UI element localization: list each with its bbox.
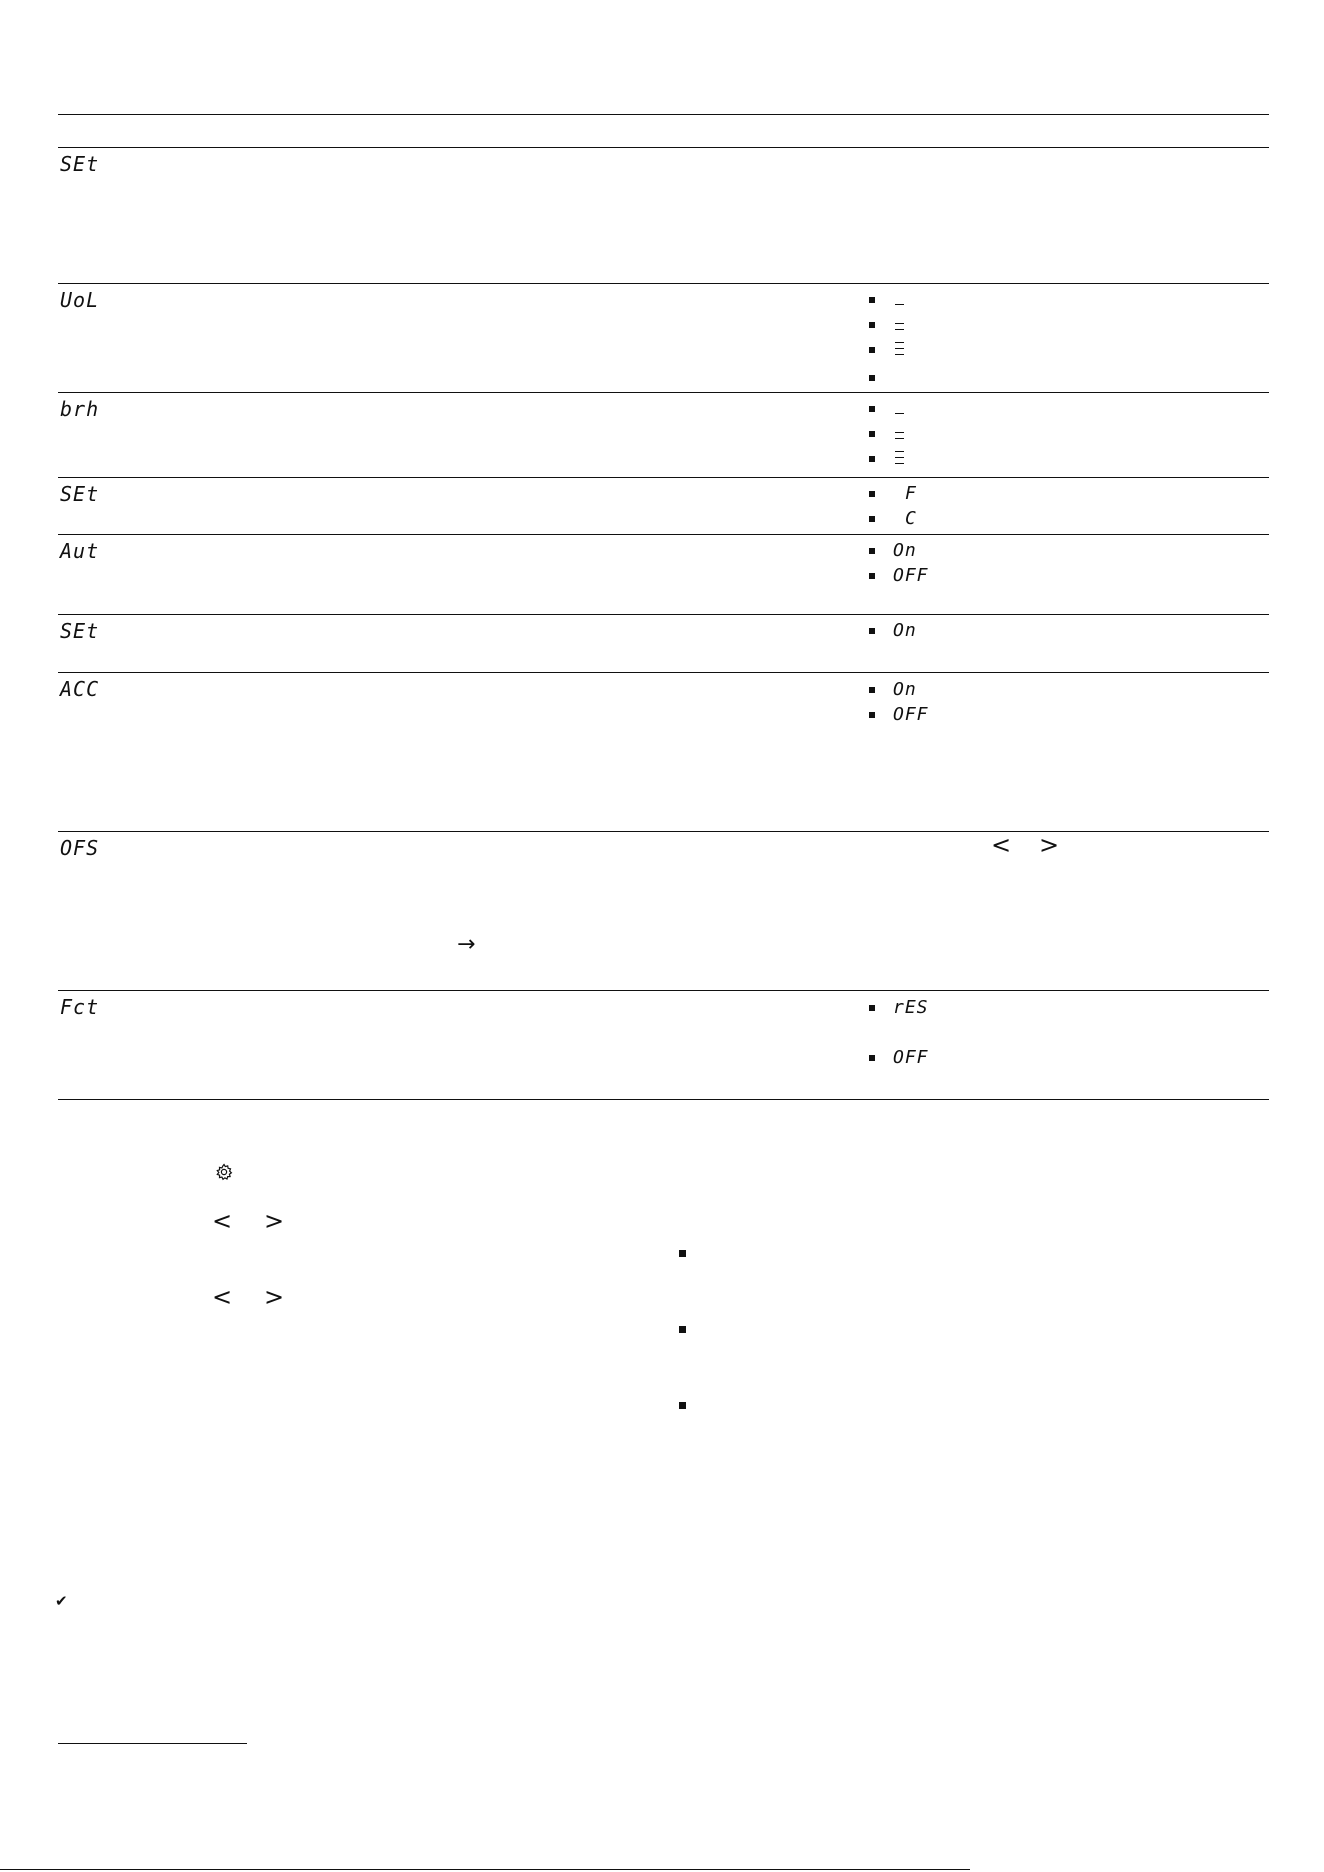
gear-icon [215, 1163, 233, 1181]
right-arrow-icon: → [457, 932, 476, 957]
row-3-code: brh [60, 397, 100, 421]
row-7-code: ACC [60, 677, 100, 701]
chevron-left-icon: < [991, 831, 1012, 859]
chevron-left-icon: < [212, 1207, 233, 1235]
level-bar [895, 457, 904, 458]
square-bullet-icon [869, 431, 875, 437]
row-divider [58, 534, 1269, 535]
page-bottom-rule [0, 1869, 970, 1870]
row-9-code: Fct [60, 995, 100, 1019]
square-bullet-icon [869, 456, 875, 462]
row-6-code: SEt [60, 619, 100, 643]
square-bullet-icon [869, 491, 875, 497]
square-bullet-icon [679, 1402, 686, 1409]
table-bottom-rule [58, 1099, 1269, 1100]
row-divider [58, 990, 1269, 991]
row-2-code: UoL [60, 288, 100, 312]
level-bar [895, 354, 904, 355]
row-divider [58, 392, 1269, 393]
level-bar [895, 323, 904, 324]
square-bullet-icon [869, 628, 875, 634]
row-4-code: SEt [60, 482, 100, 506]
square-bullet-icon [869, 516, 875, 522]
square-bullet-icon [869, 687, 875, 693]
row-divider [58, 477, 1269, 478]
square-bullet-icon [679, 1326, 686, 1333]
square-bullet-icon [869, 347, 875, 353]
table-top-rule [58, 114, 1269, 115]
square-bullet-icon [869, 406, 875, 412]
row-divider [58, 672, 1269, 673]
level-bar [895, 438, 904, 439]
chevron-right-icon: > [264, 1207, 285, 1235]
square-bullet-icon [869, 548, 875, 554]
level-bar [895, 348, 904, 349]
square-bullet-icon [869, 573, 875, 579]
square-bullet-icon [869, 1005, 875, 1011]
row-divider [58, 614, 1269, 615]
level-bar [895, 342, 904, 343]
level-bar [895, 463, 904, 464]
square-bullet-icon [869, 297, 875, 303]
square-bullet-icon [869, 322, 875, 328]
level-bar [895, 413, 904, 414]
row-5-code: Aut [60, 539, 100, 563]
level-bar [895, 304, 904, 305]
row-divider [58, 283, 1269, 284]
square-bullet-icon [869, 1055, 875, 1061]
square-bullet-icon [679, 1250, 686, 1257]
row-8-code: OFS [60, 836, 100, 860]
square-bullet-icon [869, 375, 875, 381]
row-1-code: SEt [60, 152, 100, 176]
check-icon: ✔ [55, 1592, 68, 1610]
chevron-left-icon: < [212, 1283, 233, 1311]
level-bar [895, 432, 904, 433]
row-divider [58, 831, 1269, 832]
level-bar [895, 451, 904, 452]
square-bullet-icon [869, 712, 875, 718]
chevron-right-icon: > [1039, 831, 1060, 859]
chevron-right-icon: > [264, 1283, 285, 1311]
footnote-rule [58, 1743, 247, 1744]
level-bar [895, 329, 904, 330]
table-header-rule [58, 147, 1269, 148]
